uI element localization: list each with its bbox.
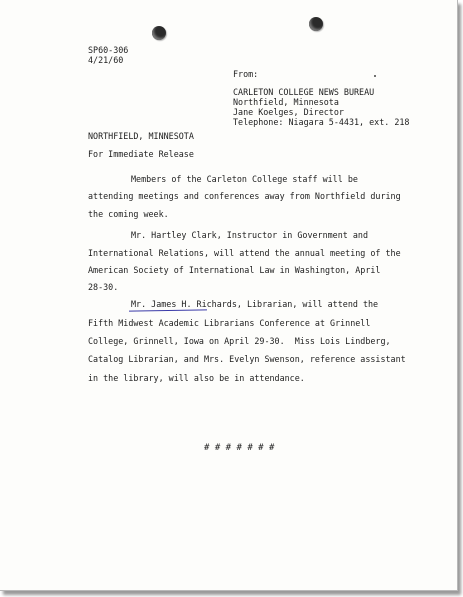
handwritten-underline <box>129 309 207 311</box>
paragraph-line: Mr. James H. Richards, Librarian, will attend the <box>131 299 379 309</box>
sender-location: Northfield, Minnesota <box>233 97 339 107</box>
document-date: 4/21/60 <box>88 55 124 65</box>
paragraph-line: in the library, will also be in attendance. <box>88 373 305 383</box>
paragraph-line: International Relations, will attend the annual meeting of the <box>88 248 401 258</box>
paragraph-line: attending meetings and conferences away from Northfield during <box>88 191 401 201</box>
paper-speck <box>374 75 376 77</box>
paragraph-line: 28-30. <box>88 282 119 292</box>
sender-director: Jane Koelges, Director <box>233 107 344 117</box>
sender-telephone: Telephone: Niagara 5-4431, ext. 218 <box>233 117 410 127</box>
punch-hole-right <box>309 17 323 31</box>
paragraph-line: College, Grinnell, Iowa on April 29-30. Miss Lois Lindberg, <box>88 336 391 346</box>
release-notice: For Immediate Release <box>88 149 194 159</box>
from-label: From: <box>233 69 259 79</box>
dateline: NORTHFIELD, MINNESOTA <box>88 131 194 141</box>
sender-organization: CARLETON COLLEGE NEWS BUREAU <box>233 87 375 97</box>
paragraph-line: the coming week. <box>88 209 169 219</box>
paragraph-line: Catalog Librarian, and Mrs. Evelyn Swenson, reference assistant <box>88 354 406 364</box>
end-mark: # # # # # # # <box>204 443 275 453</box>
punch-hole-left <box>152 26 166 40</box>
paragraph-line: Members of the Carleton College staff will be <box>131 174 358 184</box>
paragraph-line: Fifth Midwest Academic Librarians Conference at Grinnell <box>88 318 371 328</box>
file-code: SP60-306 <box>88 45 129 55</box>
paragraph-line: Mr. Hartley Clark, Instructor in Government and <box>131 230 368 240</box>
paragraph-line: American Society of International Law in Washington, April <box>88 265 381 275</box>
